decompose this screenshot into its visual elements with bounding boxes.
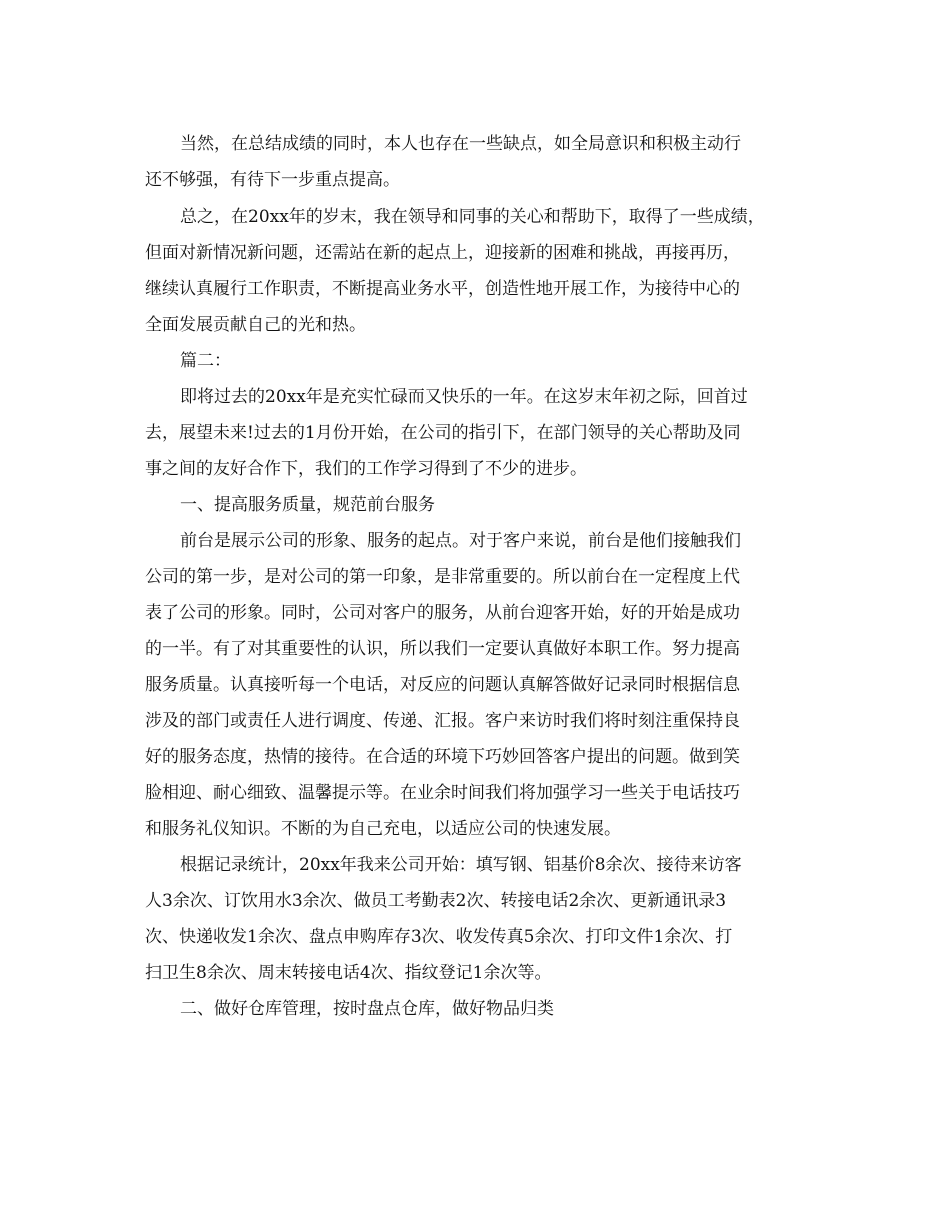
section-heading: 一、提高服务质量，规范前台服务 <box>180 495 435 515</box>
text-line: 涉及的部门或责任人进行调度、传递、汇报。客户来访时我们将时刻注重保持良 <box>145 711 740 731</box>
text-line: 去，展望未来!过去的1月份开始，在公司的指引下，在部门领导的关心帮助及同 <box>145 423 741 443</box>
text-line: 继续认真履行工作职责，不断提高业务水平，创造性地开展工作，为接待中心的 <box>145 279 740 299</box>
text-line: 总之，在20xx年的岁末，我在领导和同事的关心和帮助下，取得了一些成绩， <box>180 207 765 227</box>
text-line: 的一半。有了对其重要性的认识，所以我们一定要认真做好本职工作。努力提高 <box>145 639 740 659</box>
text-line: 和服务礼仪知识。不断的为自己充电，以适应公司的快速发展。 <box>145 819 621 839</box>
text-line: 前台是展示公司的形象、服务的起点。对于客户来说，前台是他们接触我们 <box>180 531 741 551</box>
text-line: 全面发展贡献自己的光和热。 <box>145 315 366 335</box>
section-heading: 篇二： <box>180 351 231 371</box>
text-line: 人3余次、订饮用水3余次、做员工考勤表2次、转接电话2余次、更新通讯录3 <box>145 891 727 911</box>
text-line: 公司的第一步，是对公司的第一印象，是非常重要的。所以前台在一定程度上代 <box>145 567 740 587</box>
section-heading: 二、做好仓库管理，按时盘点仓库，做好物品归类 <box>180 999 554 1019</box>
text-line: 当然，在总结成绩的同时，本人也存在一些缺点，如全局意识和积极主动行 <box>180 134 741 154</box>
text-line: 次、快递收发1余次、盘点申购库存3次、收发传真5余次、打印文件1余次、打 <box>145 927 733 947</box>
text-line: 好的服务态度，热情的接待。在合适的环境下巧妙回答客户提出的问题。做到笑 <box>145 747 740 767</box>
text-line: 表了公司的形象。同时，公司对客户的服务，从前台迎客开始，好的开始是成功 <box>145 603 740 623</box>
text-line: 脸相迎、耐心细致、温馨提示等。在业余时间我们将加强学习一些关于电话技巧 <box>145 783 740 803</box>
text-line: 根据记录统计，20xx年我来公司开始：填写钢、铝基价8余次、接待来访客 <box>180 855 742 875</box>
text-line: 但面对新情况新问题，还需站在新的起点上，迎接新的困难和挑战，再接再历， <box>145 243 740 263</box>
text-line: 还不够强，有待下一步重点提高。 <box>145 170 400 190</box>
text-line: 事之间的友好合作下，我们的工作学习得到了不少的进步。 <box>145 459 587 479</box>
text-line: 扫卫生8余次、周末转接电话4次、指纹登记1余次等。 <box>145 963 552 983</box>
text-line: 即将过去的20xx年是充实忙碌而又快乐的一年。在这岁末年初之际，回首过 <box>180 387 748 407</box>
text-line: 服务质量。认真接听每一个电话，对反应的问题认真解答做好记录同时根据信息 <box>145 675 740 695</box>
